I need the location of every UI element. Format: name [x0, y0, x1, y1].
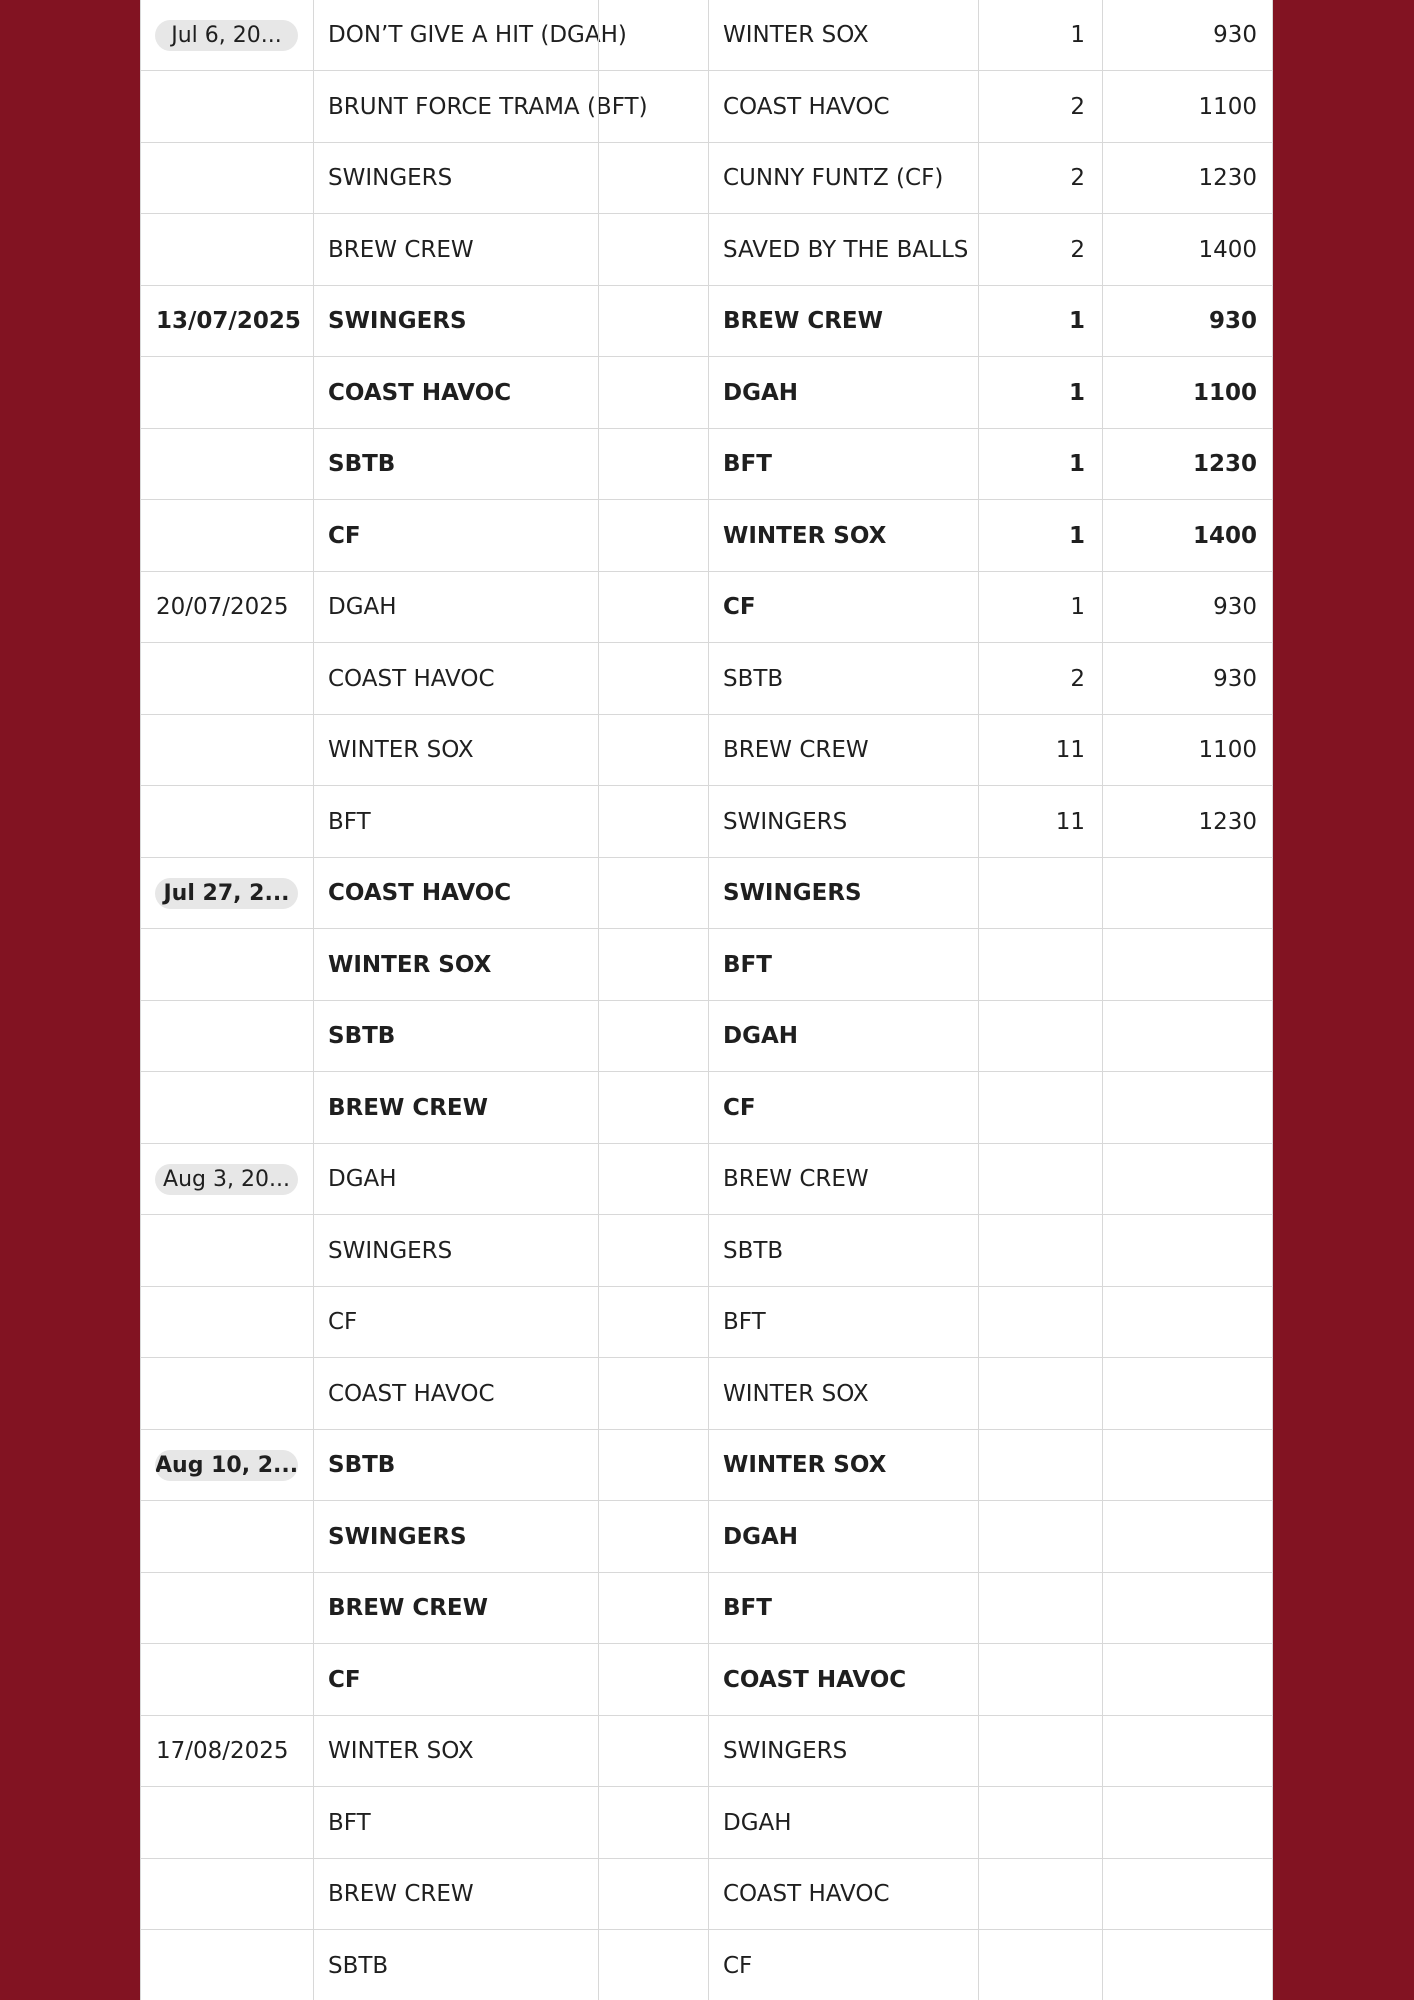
date-cell[interactable] — [156, 1645, 311, 1716]
table-row[interactable] — [141, 215, 1273, 286]
home-team-cell[interactable]: DGAH — [328, 594, 397, 620]
date-cell[interactable] — [156, 1788, 311, 1859]
time-cell[interactable]: 1400 — [1198, 236, 1257, 263]
date-cell[interactable]: 13/07/2025 — [156, 308, 301, 334]
time-cell[interactable]: 1230 — [1198, 165, 1257, 191]
home-team-cell[interactable]: DON’T GIVE A HIT (DGAH) — [328, 22, 627, 48]
date-cell[interactable] — [156, 1001, 311, 1072]
date-cell[interactable] — [156, 1216, 311, 1287]
court-cell[interactable] — [979, 1359, 1089, 1430]
grid-line-date — [313, 0, 314, 2000]
court-cell[interactable] — [979, 1716, 1089, 1787]
home-team-cell[interactable]: BREW CREW — [328, 1595, 489, 1621]
date-cell[interactable] — [156, 644, 311, 715]
home-team-cell[interactable]: BREW CREW — [328, 1881, 474, 1907]
home-team-cell[interactable]: SWINGERS — [328, 308, 467, 334]
away-team-cell[interactable]: BFT — [723, 951, 772, 978]
date-cell[interactable] — [156, 1287, 311, 1358]
home-team-cell[interactable]: SBTB — [328, 1023, 396, 1049]
court-cell[interactable] — [979, 1430, 1089, 1501]
date-chip[interactable]: Jul 27, 2... — [155, 878, 298, 909]
home-team-cell[interactable]: BRUNT FORCE TRAMA (BFT) — [328, 93, 648, 120]
away-team-cell[interactable]: WINTER SOX — [723, 1380, 869, 1407]
away-team-cell[interactable]: WINTER SOX — [723, 1452, 887, 1478]
time-cell[interactable]: 1100 — [1198, 93, 1257, 120]
grid-line-home-mid — [598, 0, 599, 2000]
home-team-cell[interactable]: WINTER SOX — [328, 1738, 474, 1764]
away-team-cell[interactable]: BREW CREW — [723, 308, 884, 334]
away-team-cell[interactable]: DGAH — [723, 1809, 792, 1836]
away-team-cell[interactable]: CF — [723, 1952, 753, 1979]
time-cell[interactable]: 1100 — [1192, 379, 1257, 406]
away-team-cell[interactable]: SWINGERS — [723, 880, 862, 906]
table-row[interactable] — [141, 1573, 1273, 1644]
grid-line-time — [1102, 0, 1103, 2000]
time-cell[interactable]: 930 — [1208, 308, 1257, 334]
time-cell[interactable] — [1103, 1716, 1258, 1787]
date-cell[interactable] — [156, 715, 311, 786]
time-cell[interactable] — [1103, 1073, 1258, 1144]
time-cell[interactable]: 1230 — [1192, 451, 1257, 477]
date-cell[interactable] — [156, 1931, 311, 2000]
date-chip[interactable]: Aug 10, 2... — [155, 1450, 298, 1481]
time-cell[interactable] — [1103, 1573, 1258, 1644]
table-row[interactable] — [141, 286, 1273, 357]
court-cell[interactable]: 2 — [1070, 165, 1085, 191]
table-row[interactable] — [141, 0, 1273, 71]
away-team-cell[interactable]: CF — [723, 594, 756, 620]
home-team-cell[interactable]: BREW CREW — [328, 236, 474, 263]
date-cell[interactable] — [156, 358, 311, 429]
away-team-cell[interactable]: COAST HAVOC — [723, 1881, 890, 1907]
table-row[interactable] — [141, 429, 1273, 500]
court-cell[interactable]: 11 — [1055, 808, 1085, 835]
court-cell[interactable] — [979, 1216, 1089, 1287]
home-team-cell[interactable]: WINTER SOX — [328, 737, 474, 763]
table-row[interactable] — [141, 1788, 1273, 1859]
table-row[interactable] — [141, 1859, 1273, 1930]
date-chip[interactable]: Aug 3, 20... — [155, 1164, 298, 1195]
time-cell[interactable] — [1103, 1001, 1258, 1072]
away-team-cell[interactable]: SAVED BY THE BALLS — [723, 236, 969, 263]
court-cell[interactable]: 1 — [1068, 308, 1085, 334]
time-cell[interactable]: 1400 — [1192, 522, 1257, 549]
time-cell[interactable] — [1103, 1788, 1258, 1859]
table-row[interactable] — [141, 1931, 1273, 2000]
date-cell[interactable] — [156, 787, 311, 858]
date-cell[interactable] — [156, 1359, 311, 1430]
home-team-cell[interactable]: CF — [328, 1309, 358, 1335]
table-row[interactable] — [141, 1073, 1273, 1144]
time-cell[interactable] — [1103, 1645, 1258, 1716]
away-team-cell[interactable]: BFT — [723, 1595, 772, 1621]
away-team-cell[interactable]: SBTB — [723, 1237, 784, 1264]
date-cell[interactable] — [156, 1502, 311, 1573]
table-row[interactable] — [141, 715, 1273, 786]
court-cell[interactable] — [979, 1502, 1089, 1573]
table-row[interactable] — [141, 1287, 1273, 1358]
table-row[interactable] — [141, 1359, 1273, 1430]
court-cell[interactable] — [979, 858, 1089, 929]
court-cell[interactable] — [979, 1144, 1089, 1215]
date-cell[interactable]: 17/08/2025 — [156, 1738, 289, 1764]
home-team-cell[interactable]: SWINGERS — [328, 1523, 467, 1550]
away-team-cell[interactable]: DGAH — [723, 1023, 799, 1049]
home-team-cell[interactable]: BREW CREW — [328, 1094, 489, 1121]
away-team-cell[interactable]: BREW CREW — [723, 1166, 869, 1192]
away-team-cell[interactable]: COAST HAVOC — [723, 93, 890, 120]
time-cell[interactable] — [1103, 1144, 1258, 1215]
time-cell[interactable] — [1103, 930, 1258, 1001]
time-cell[interactable] — [1103, 1287, 1258, 1358]
home-team-cell[interactable]: SWINGERS — [328, 1237, 453, 1264]
court-cell[interactable] — [979, 1287, 1089, 1358]
home-team-cell[interactable]: SBTB — [328, 1952, 389, 1979]
court-cell[interactable]: 2 — [1070, 236, 1085, 263]
schedule-sheet — [140, 0, 1273, 2000]
home-team-cell[interactable]: CF — [328, 522, 361, 549]
time-cell[interactable] — [1103, 1502, 1258, 1573]
date-cell[interactable]: 20/07/2025 — [156, 594, 289, 620]
court-cell[interactable] — [979, 930, 1089, 1001]
home-team-cell[interactable]: DGAH — [328, 1166, 397, 1192]
date-cell[interactable] — [156, 429, 311, 500]
grid-line-away — [708, 0, 709, 2000]
time-cell[interactable] — [1103, 858, 1258, 929]
home-team-cell[interactable]: SBTB — [328, 1452, 396, 1478]
date-chip[interactable]: Jul 6, 20... — [155, 20, 298, 51]
table-row[interactable] — [141, 858, 1273, 929]
away-team-cell[interactable]: CUNNY FUNTZ (CF) — [723, 165, 944, 191]
home-team-cell[interactable]: CF — [328, 1666, 361, 1693]
away-team-cell[interactable]: COAST HAVOC — [723, 1666, 907, 1693]
date-cell[interactable] — [156, 1573, 311, 1644]
table-row[interactable] — [141, 1716, 1273, 1787]
away-team-cell[interactable]: SBTB — [723, 665, 784, 692]
time-cell[interactable]: 1230 — [1198, 808, 1257, 835]
home-team-cell[interactable]: COAST HAVOC — [328, 880, 512, 906]
away-team-cell[interactable]: SWINGERS — [723, 808, 848, 835]
time-cell[interactable]: 1100 — [1198, 737, 1257, 763]
table-row[interactable] — [141, 1645, 1273, 1716]
away-team-cell[interactable]: CF — [723, 1094, 756, 1121]
table-row[interactable] — [141, 358, 1273, 429]
home-team-cell[interactable]: SBTB — [328, 451, 396, 477]
date-cell[interactable] — [156, 72, 311, 143]
away-team-cell[interactable]: WINTER SOX — [723, 522, 887, 549]
court-cell[interactable] — [979, 1573, 1089, 1644]
court-cell[interactable] — [979, 1931, 1089, 2000]
court-cell[interactable]: 2 — [1070, 93, 1085, 120]
court-cell[interactable] — [979, 1001, 1089, 1072]
away-team-cell[interactable]: SWINGERS — [723, 1738, 848, 1764]
time-cell[interactable]: 930 — [1213, 22, 1257, 48]
home-team-cell[interactable]: WINTER SOX — [328, 951, 492, 978]
court-cell[interactable]: 1 — [1070, 594, 1085, 620]
court-cell[interactable]: 11 — [1055, 737, 1085, 763]
date-cell[interactable] — [156, 501, 311, 572]
court-cell[interactable]: 1 — [1068, 451, 1085, 477]
date-cell[interactable] — [156, 1073, 311, 1144]
table-row[interactable] — [141, 1001, 1273, 1072]
table-row[interactable] — [141, 1430, 1273, 1501]
table-row[interactable] — [141, 787, 1273, 858]
court-cell[interactable] — [979, 1645, 1089, 1716]
table-row[interactable] — [141, 1144, 1273, 1215]
time-cell[interactable]: 930 — [1213, 594, 1257, 620]
time-cell[interactable] — [1103, 1931, 1258, 2000]
table-row[interactable] — [141, 572, 1273, 643]
home-team-cell[interactable]: COAST HAVOC — [328, 665, 495, 692]
court-cell[interactable]: 1 — [1068, 522, 1085, 549]
home-team-cell[interactable]: SWINGERS — [328, 165, 453, 191]
court-cell[interactable]: 2 — [1070, 665, 1085, 692]
table-row[interactable] — [141, 1216, 1273, 1287]
time-cell[interactable] — [1103, 1859, 1258, 1930]
court-cell[interactable]: 1 — [1070, 22, 1085, 48]
court-cell[interactable]: 1 — [1068, 379, 1085, 406]
time-cell[interactable] — [1103, 1430, 1258, 1501]
date-cell[interactable] — [156, 1859, 311, 1930]
court-cell[interactable] — [979, 1073, 1089, 1144]
time-cell[interactable] — [1103, 1216, 1258, 1287]
table-row[interactable] — [141, 143, 1273, 214]
date-cell[interactable] — [156, 215, 311, 286]
away-team-cell[interactable]: BFT — [723, 1309, 766, 1335]
home-team-cell[interactable]: COAST HAVOC — [328, 379, 512, 406]
away-team-cell[interactable]: BREW CREW — [723, 737, 869, 763]
away-team-cell[interactable]: DGAH — [723, 1523, 799, 1550]
time-cell[interactable]: 930 — [1213, 665, 1257, 692]
time-cell[interactable] — [1103, 1359, 1258, 1430]
court-cell[interactable] — [979, 1859, 1089, 1930]
date-cell[interactable] — [156, 930, 311, 1001]
table-row[interactable] — [141, 644, 1273, 715]
away-team-cell[interactable]: DGAH — [723, 379, 799, 406]
home-team-cell[interactable]: BFT — [328, 1809, 371, 1836]
date-cell[interactable] — [156, 143, 311, 214]
table-row[interactable] — [141, 930, 1273, 1001]
away-team-cell[interactable]: WINTER SOX — [723, 22, 869, 48]
table-row[interactable] — [141, 72, 1273, 143]
table-row[interactable] — [141, 501, 1273, 572]
court-cell[interactable] — [979, 1788, 1089, 1859]
table-row[interactable] — [141, 1502, 1273, 1573]
away-team-cell[interactable]: BFT — [723, 451, 772, 477]
home-team-cell[interactable]: COAST HAVOC — [328, 1380, 495, 1407]
home-team-cell[interactable]: BFT — [328, 808, 371, 835]
grid-line-court — [978, 0, 979, 2000]
